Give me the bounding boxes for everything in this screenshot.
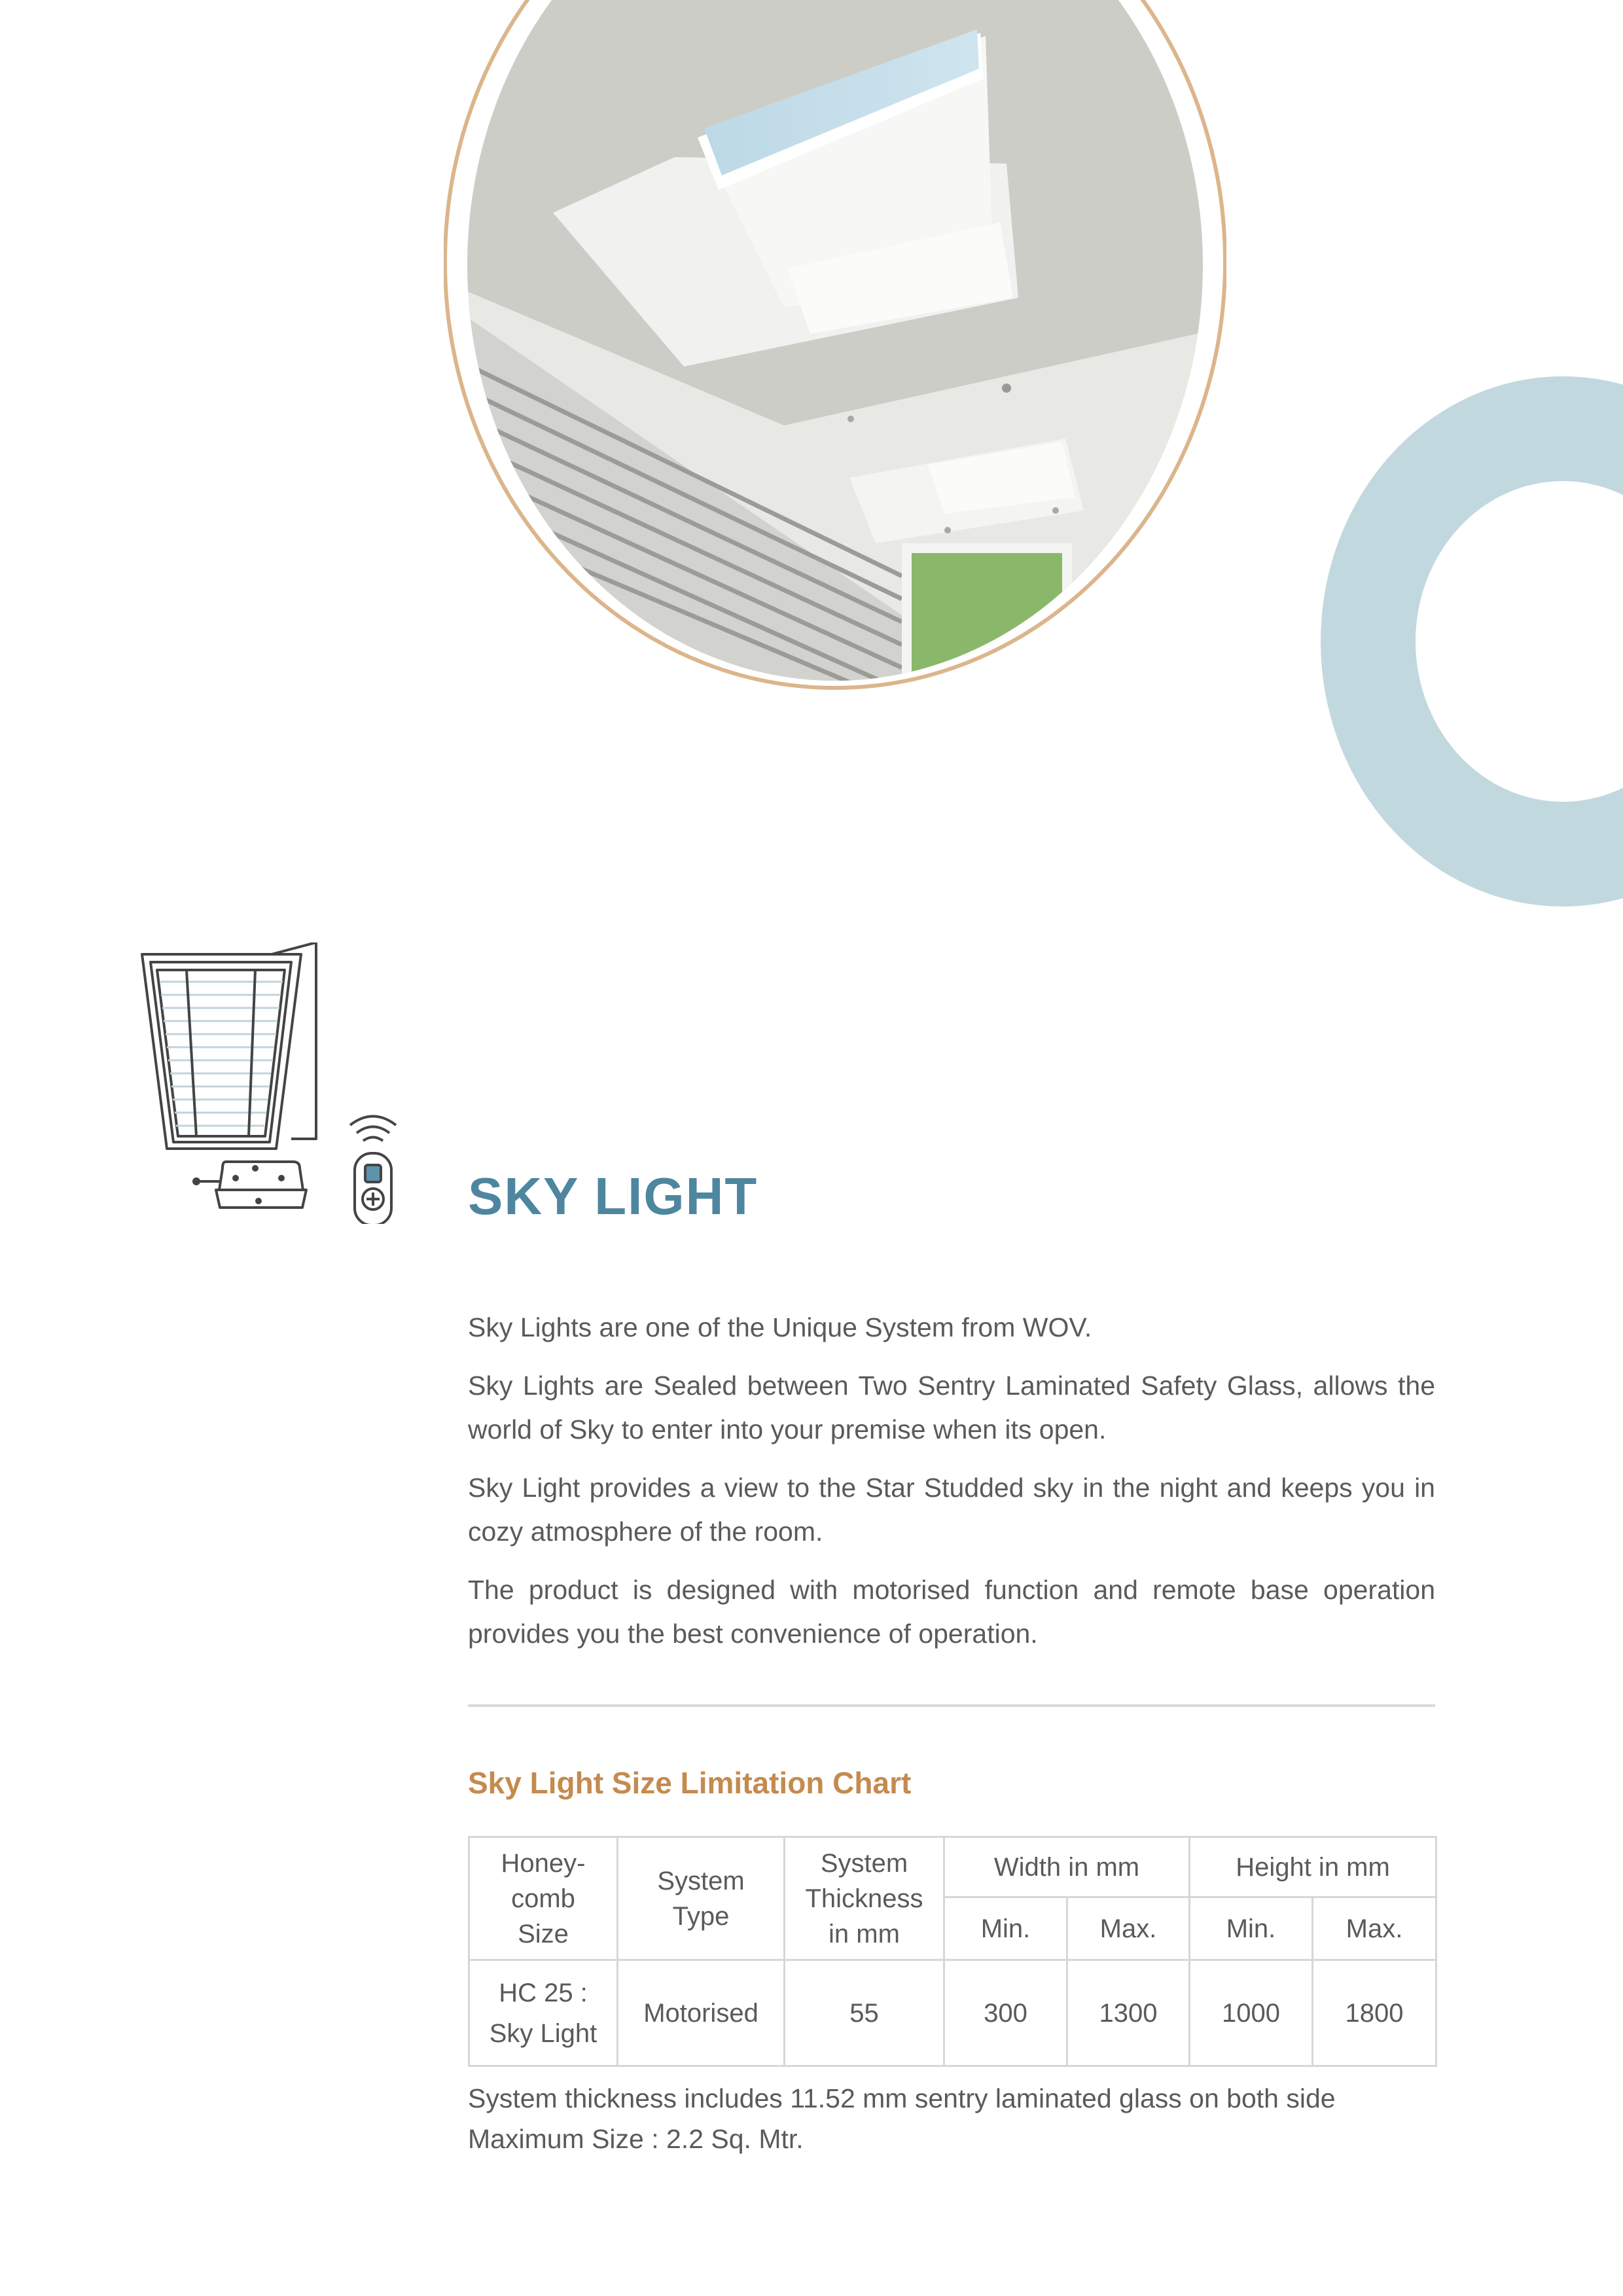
- decorative-ring: [1321, 376, 1623, 906]
- header-honeycomb-size: Honey- comb Size: [469, 1837, 618, 1960]
- header-height-max: Max.: [1313, 1897, 1436, 1960]
- header-width-min: Min.: [944, 1897, 1067, 1960]
- table-notes: [468, 2078, 1435, 2159]
- note-max-size: Maximum Size : 2.2 Sq. Mtr.: [468, 2124, 804, 2154]
- cell-height-min: 1000: [1190, 1960, 1313, 2066]
- description: [468, 1306, 1435, 1670]
- paragraph: Sky Light provides a view to the Star Studded sky in the night and keeps you in cozy atmosphere of the room.: [468, 1473, 1435, 1547]
- section-divider: [468, 1704, 1435, 1707]
- header-system-type: System Type: [618, 1837, 785, 1960]
- table-row: [469, 1960, 1436, 2066]
- cell-system-type: Motorised: [618, 1960, 785, 2066]
- cell-honeycomb: HC 25 : Sky Light: [469, 1960, 618, 2066]
- header-width-max: Max.: [1067, 1897, 1190, 1960]
- table-header-row: [469, 1837, 1436, 1897]
- size-limitation-table: [468, 1836, 1437, 2067]
- skylight-ceiling-photo-icon: [444, 0, 1226, 691]
- ring-shape-icon: [1321, 376, 1623, 906]
- paragraph: The product is designed with motorised function and remote base operation provides you the best convenience of operation.: [468, 1575, 1435, 1649]
- header-system-thickness: System Thickness in mm: [785, 1837, 944, 1960]
- skylight-remote-icon: [131, 942, 406, 1224]
- cell-width-min: 300: [944, 1960, 1067, 2066]
- page-title: SKY LIGHT: [468, 1167, 758, 1225]
- paragraph: Sky Lights are one of the Unique System from WOV.: [468, 1312, 1092, 1342]
- cell-width-max: 1300: [1067, 1960, 1190, 2066]
- cell-thickness: 55: [785, 1960, 944, 2066]
- hero-skylight-photo: [444, 0, 1226, 691]
- note-thickness: System thickness includes 11.52 mm sentry laminated glass on both side: [468, 2083, 1336, 2113]
- header-height-min: Min.: [1190, 1897, 1313, 1960]
- chart-title: Sky Light Size Limitation Chart: [468, 1766, 912, 1800]
- header-width: Width in mm: [944, 1837, 1190, 1897]
- header-height: Height in mm: [1190, 1837, 1436, 1897]
- cell-height-max: 1800: [1313, 1960, 1436, 2066]
- paragraph: Sky Lights are Sealed between Two Sentry Laminated Safety Glass, allows the world of Sky to enter into your premise when its open.: [468, 1371, 1435, 1444]
